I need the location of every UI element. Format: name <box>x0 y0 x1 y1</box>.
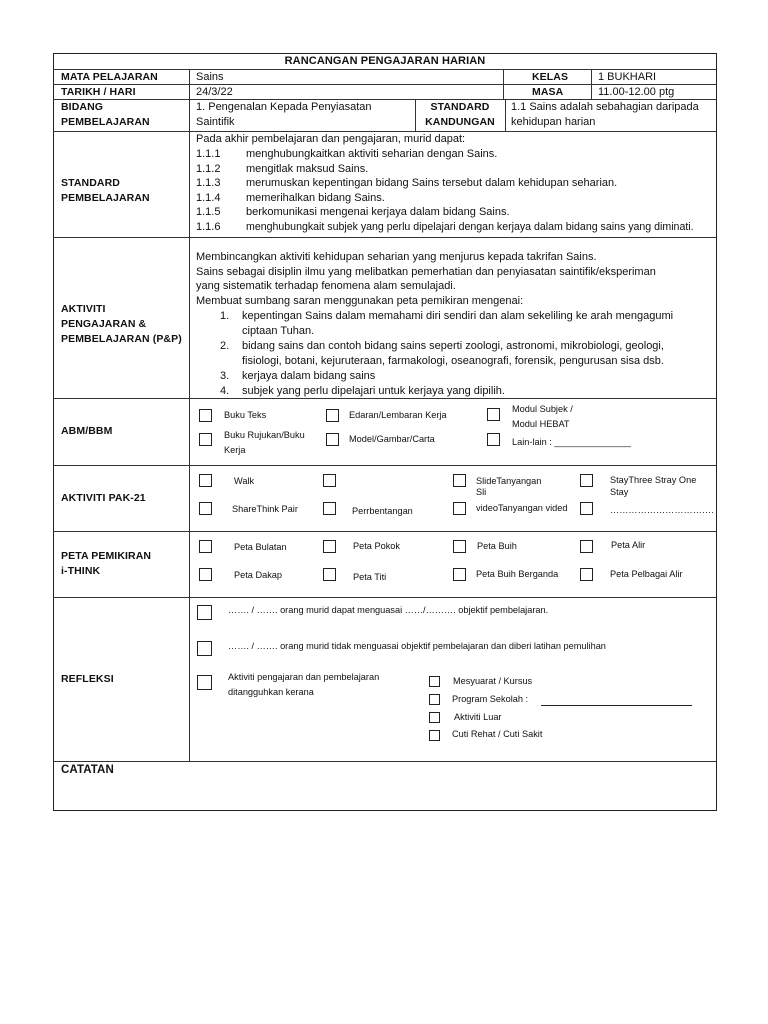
mesyuarat-label: Mesyuarat / Kursus <box>453 676 533 686</box>
page-title: RANCANGAN PENGAJARAN HARIAN <box>284 55 486 67</box>
program-sekolah-label: Program Sekolah : <box>452 694 529 704</box>
stay-label: Stay <box>610 487 629 497</box>
cuti-checkbox[interactable] <box>429 730 440 741</box>
grid-line <box>591 69 592 99</box>
tarikh-label: TARIKH / HARI <box>61 86 136 98</box>
grid-line <box>53 237 717 238</box>
sp-item-text: merumuskan kepentingan bidang Sains tersebut dalam kehidupan seharian. <box>246 177 618 189</box>
cuti-label: Cuti Rehat / Cuti Sakit <box>452 729 543 739</box>
sp-item-code: 1.1.2 <box>196 163 221 175</box>
program-sekolah-checkbox[interactable] <box>429 694 440 705</box>
aktiviti-luar-label: Aktiviti Luar <box>454 712 502 722</box>
buku-rujukan-label: Buku Rujukan/Buku <box>224 430 305 440</box>
peta-pelbagai-alir-label: Peta Pelbagai Alir <box>610 569 683 579</box>
aktiviti-line: Sains sebagai disiplin ilmu yang melibatkan pemerhatian dan penyiasatan saintifik/eksperiman <box>196 266 656 278</box>
peta-buih-checkbox[interactable] <box>453 540 466 553</box>
sp-item-text: menghubungkait subjek yang perlu dipelajari dengan kerjaya dalam bidang sains yang diminati. <box>246 221 694 233</box>
peta-pokok-label: Peta Pokok <box>353 541 400 551</box>
slide-label: Sli <box>476 487 487 497</box>
sp-item-text: mengitlak maksud Sains. <box>246 163 369 175</box>
edaran-checkbox[interactable] <box>326 409 339 422</box>
kelas-value: 1 BUKHARI <box>598 71 657 83</box>
standard-kandungan-label: STANDARD <box>430 101 490 113</box>
mata-pelajaran-label: MATA PELAJARAN <box>61 71 158 83</box>
standard-kandungan-label: KANDUNGAN <box>425 116 495 128</box>
buku-teks-checkbox[interactable] <box>199 409 212 422</box>
refleksi-tidak-menguasai-text: ……. / ……. orang murid tidak menguasai objektif pembelajaran dan diberi latihan pemulihan <box>228 641 606 651</box>
refleksi-ditangguhkan-text: ditangguhkan kerana <box>228 687 314 697</box>
standard-kandungan-value: kehidupan harian <box>511 116 596 128</box>
peta-dakap-label: Peta Dakap <box>234 570 283 580</box>
aktiviti-list-num: 3. <box>220 370 230 382</box>
standard-pembelajaran-label: PEMBELAJARAN <box>61 192 150 204</box>
modul-checkbox[interactable] <box>487 408 500 421</box>
aktiviti-label: PENGAJARAN & <box>61 318 147 330</box>
video-label: videoTanyangan vided <box>476 503 568 513</box>
pak21-other-blank: ……………………………. <box>610 505 714 515</box>
peta-bulatan-checkbox[interactable] <box>199 540 212 553</box>
pak21-label: AKTIVITI PAK-21 <box>61 492 146 504</box>
aktiviti-list-text: fisiologi, botani, kejuruteraan, farmakologi, oseanografi, forensik, pengurusan sisa dsb. <box>242 355 664 367</box>
bidang-label: PEMBELAJARAN <box>61 116 150 128</box>
lain-lain-label: Lain-lain : _______________ <box>512 437 632 447</box>
aktiviti-line: Membuat sumbang saran menggunakan peta pemikiran mengenai: <box>196 295 524 307</box>
modul-label: Modul Subjek / <box>512 404 573 414</box>
catatan-label: CATATAN <box>61 764 114 776</box>
grid-line <box>53 69 717 70</box>
peta-buih-berganda-checkbox[interactable] <box>453 568 466 581</box>
peta-buih-berganda-label: Peta Buih Berganda <box>476 569 559 579</box>
aktiviti-line: yang sistematik terhadap fenomena alam semulajadi. <box>196 280 456 292</box>
peta-label: PETA PEMIKIRAN <box>61 550 152 562</box>
refleksi-ditangguhkan-checkbox[interactable] <box>197 675 212 690</box>
aktiviti-list-num: 1. <box>220 310 230 322</box>
buku-rujukan-label: Kerja <box>224 445 246 455</box>
stay-checkbox[interactable] <box>580 474 593 487</box>
aktiviti-list-num: 4. <box>220 385 230 397</box>
bidang-value: 1. Pengenalan Kepada Penyiasatan <box>196 101 372 113</box>
mata-pelajaran-value: Sains <box>196 71 224 83</box>
grid-line <box>53 531 717 532</box>
slide-checkbox[interactable] <box>453 474 466 487</box>
refleksi-label: REFLEKSI <box>61 673 114 685</box>
aktiviti-list-text: bidang sains dan contoh bidang sains seperti zoologi, astronomi, mikrobiologi, geologi, <box>242 340 664 352</box>
refleksi-menguasai-text: ……. / ……. orang murid dapat menguasai ……/………. objektif pembelajaran. <box>228 605 549 615</box>
walk-checkbox[interactable] <box>199 474 212 487</box>
standard-kandungan-value: 1.1 Sains adalah sebahagian daripada <box>511 101 699 113</box>
lain-lain-checkbox[interactable] <box>487 433 500 446</box>
share-label: ShareThink Pair <box>232 504 298 514</box>
grid-line <box>189 69 190 761</box>
peta-alir-checkbox[interactable] <box>580 540 593 553</box>
kelas-label: KELAS <box>532 71 569 83</box>
sp-item-text: menghubungkaitkan aktiviti seharian dengan Sains. <box>246 148 498 160</box>
masa-label: MASA <box>532 86 564 98</box>
aktiviti-list-text: subjek yang perlu dipelajari untuk kerjaya yang dipilih. <box>242 385 505 397</box>
grid-line <box>53 131 717 132</box>
lesson-plan-sheet <box>53 53 717 811</box>
walk-label: Walk <box>234 476 255 486</box>
refleksi-menguasai-checkbox[interactable] <box>197 605 212 620</box>
program-sekolah-input-line[interactable] <box>541 705 692 706</box>
refleksi-ditangguhkan-text: Aktiviti pengajaran dan pembelajaran <box>228 672 380 682</box>
peta-titi-label: Peta Titi <box>353 572 387 582</box>
sp-item-code: 1.1.6 <box>196 221 221 233</box>
grid-line <box>53 465 717 466</box>
refleksi-tidak-menguasai-checkbox[interactable] <box>197 641 212 656</box>
aktiviti-luar-checkbox[interactable] <box>429 712 440 723</box>
buku-teks-label: Buku Teks <box>224 410 267 420</box>
aktiviti-list-num: 2. <box>220 340 230 352</box>
standard-pembelajaran-label: STANDARD <box>61 177 120 189</box>
grid-line <box>53 597 717 598</box>
peta-buih-label: Peta Buih <box>477 541 517 551</box>
aktiviti-list-text: kepentingan Sains dalam memahami diri sendiri dan alam sekeliling ke arah mengagumi <box>242 310 674 322</box>
sp-item-text: berkomunikasi mengenai kerjaya dalam bidang Sains. <box>246 206 510 218</box>
sp-item-code: 1.1.3 <box>196 177 221 189</box>
peta-alir-label: Peta Alir <box>611 540 646 550</box>
perrbentangan-label: Perrbentangan <box>352 506 413 516</box>
modul-label: Modul HEBAT <box>512 419 570 429</box>
peta-dakap-checkbox[interactable] <box>199 568 212 581</box>
mesyuarat-checkbox[interactable] <box>429 676 440 687</box>
buku-rujukan-checkbox[interactable] <box>199 433 212 446</box>
peta-bulatan-label: Peta Bulatan <box>234 542 287 552</box>
perrbentangan-checkbox[interactable] <box>323 502 336 515</box>
sp-item-code: 1.1.1 <box>196 148 221 160</box>
peta-pokok-checkbox[interactable] <box>323 540 336 553</box>
aktiviti-label: PEMBELAJARAN (P&P) <box>61 333 182 345</box>
pak21-other-checkbox[interactable] <box>580 502 593 515</box>
grid-line <box>53 84 717 85</box>
grid-line <box>503 69 504 99</box>
edaran-label: Edaran/Lembaran Kerja <box>349 410 447 420</box>
sp-item-text: memerihalkan bidang Sains. <box>246 192 385 204</box>
sp-item-code: 1.1.4 <box>196 192 221 204</box>
slide-label: SlideTanyangan <box>476 476 542 486</box>
aktiviti-list-text: kerjaya dalam bidang sains <box>242 370 376 382</box>
video-checkbox[interactable] <box>453 502 466 515</box>
share-checkbox[interactable] <box>199 502 212 515</box>
masa-value: 11.00-12.00 ptg <box>598 86 675 98</box>
sp-intro: Pada akhir pembelajaran dan pengajaran, murid dapat: <box>196 133 466 145</box>
grid-line <box>53 99 717 100</box>
peta-label: i-THINK <box>61 565 101 577</box>
stay-label: StayThree Stray One <box>610 475 697 485</box>
pak21-blank-checkbox[interactable] <box>323 474 336 487</box>
peta-titi-checkbox[interactable] <box>323 568 336 581</box>
aktiviti-line: Membincangkan aktiviti kehidupan seharian yang menjurus kepada takrifan Sains. <box>196 251 597 263</box>
abm-label: ABM/BBM <box>61 425 113 437</box>
bidang-label: BIDANG <box>61 101 104 113</box>
peta-pelbagai-alir-checkbox[interactable] <box>580 568 593 581</box>
grid-line <box>53 761 717 762</box>
grid-line <box>505 99 506 131</box>
bidang-value: Saintifik <box>196 116 235 128</box>
model-label: Model/Gambar/Carta <box>349 434 435 444</box>
grid-line <box>53 398 717 399</box>
aktiviti-label: AKTIVITI <box>61 303 106 315</box>
tarikh-value: 24/3/22 <box>196 86 233 98</box>
sp-item-code: 1.1.5 <box>196 206 221 218</box>
model-checkbox[interactable] <box>326 433 339 446</box>
aktiviti-list-text: ciptaan Tuhan. <box>242 325 315 337</box>
